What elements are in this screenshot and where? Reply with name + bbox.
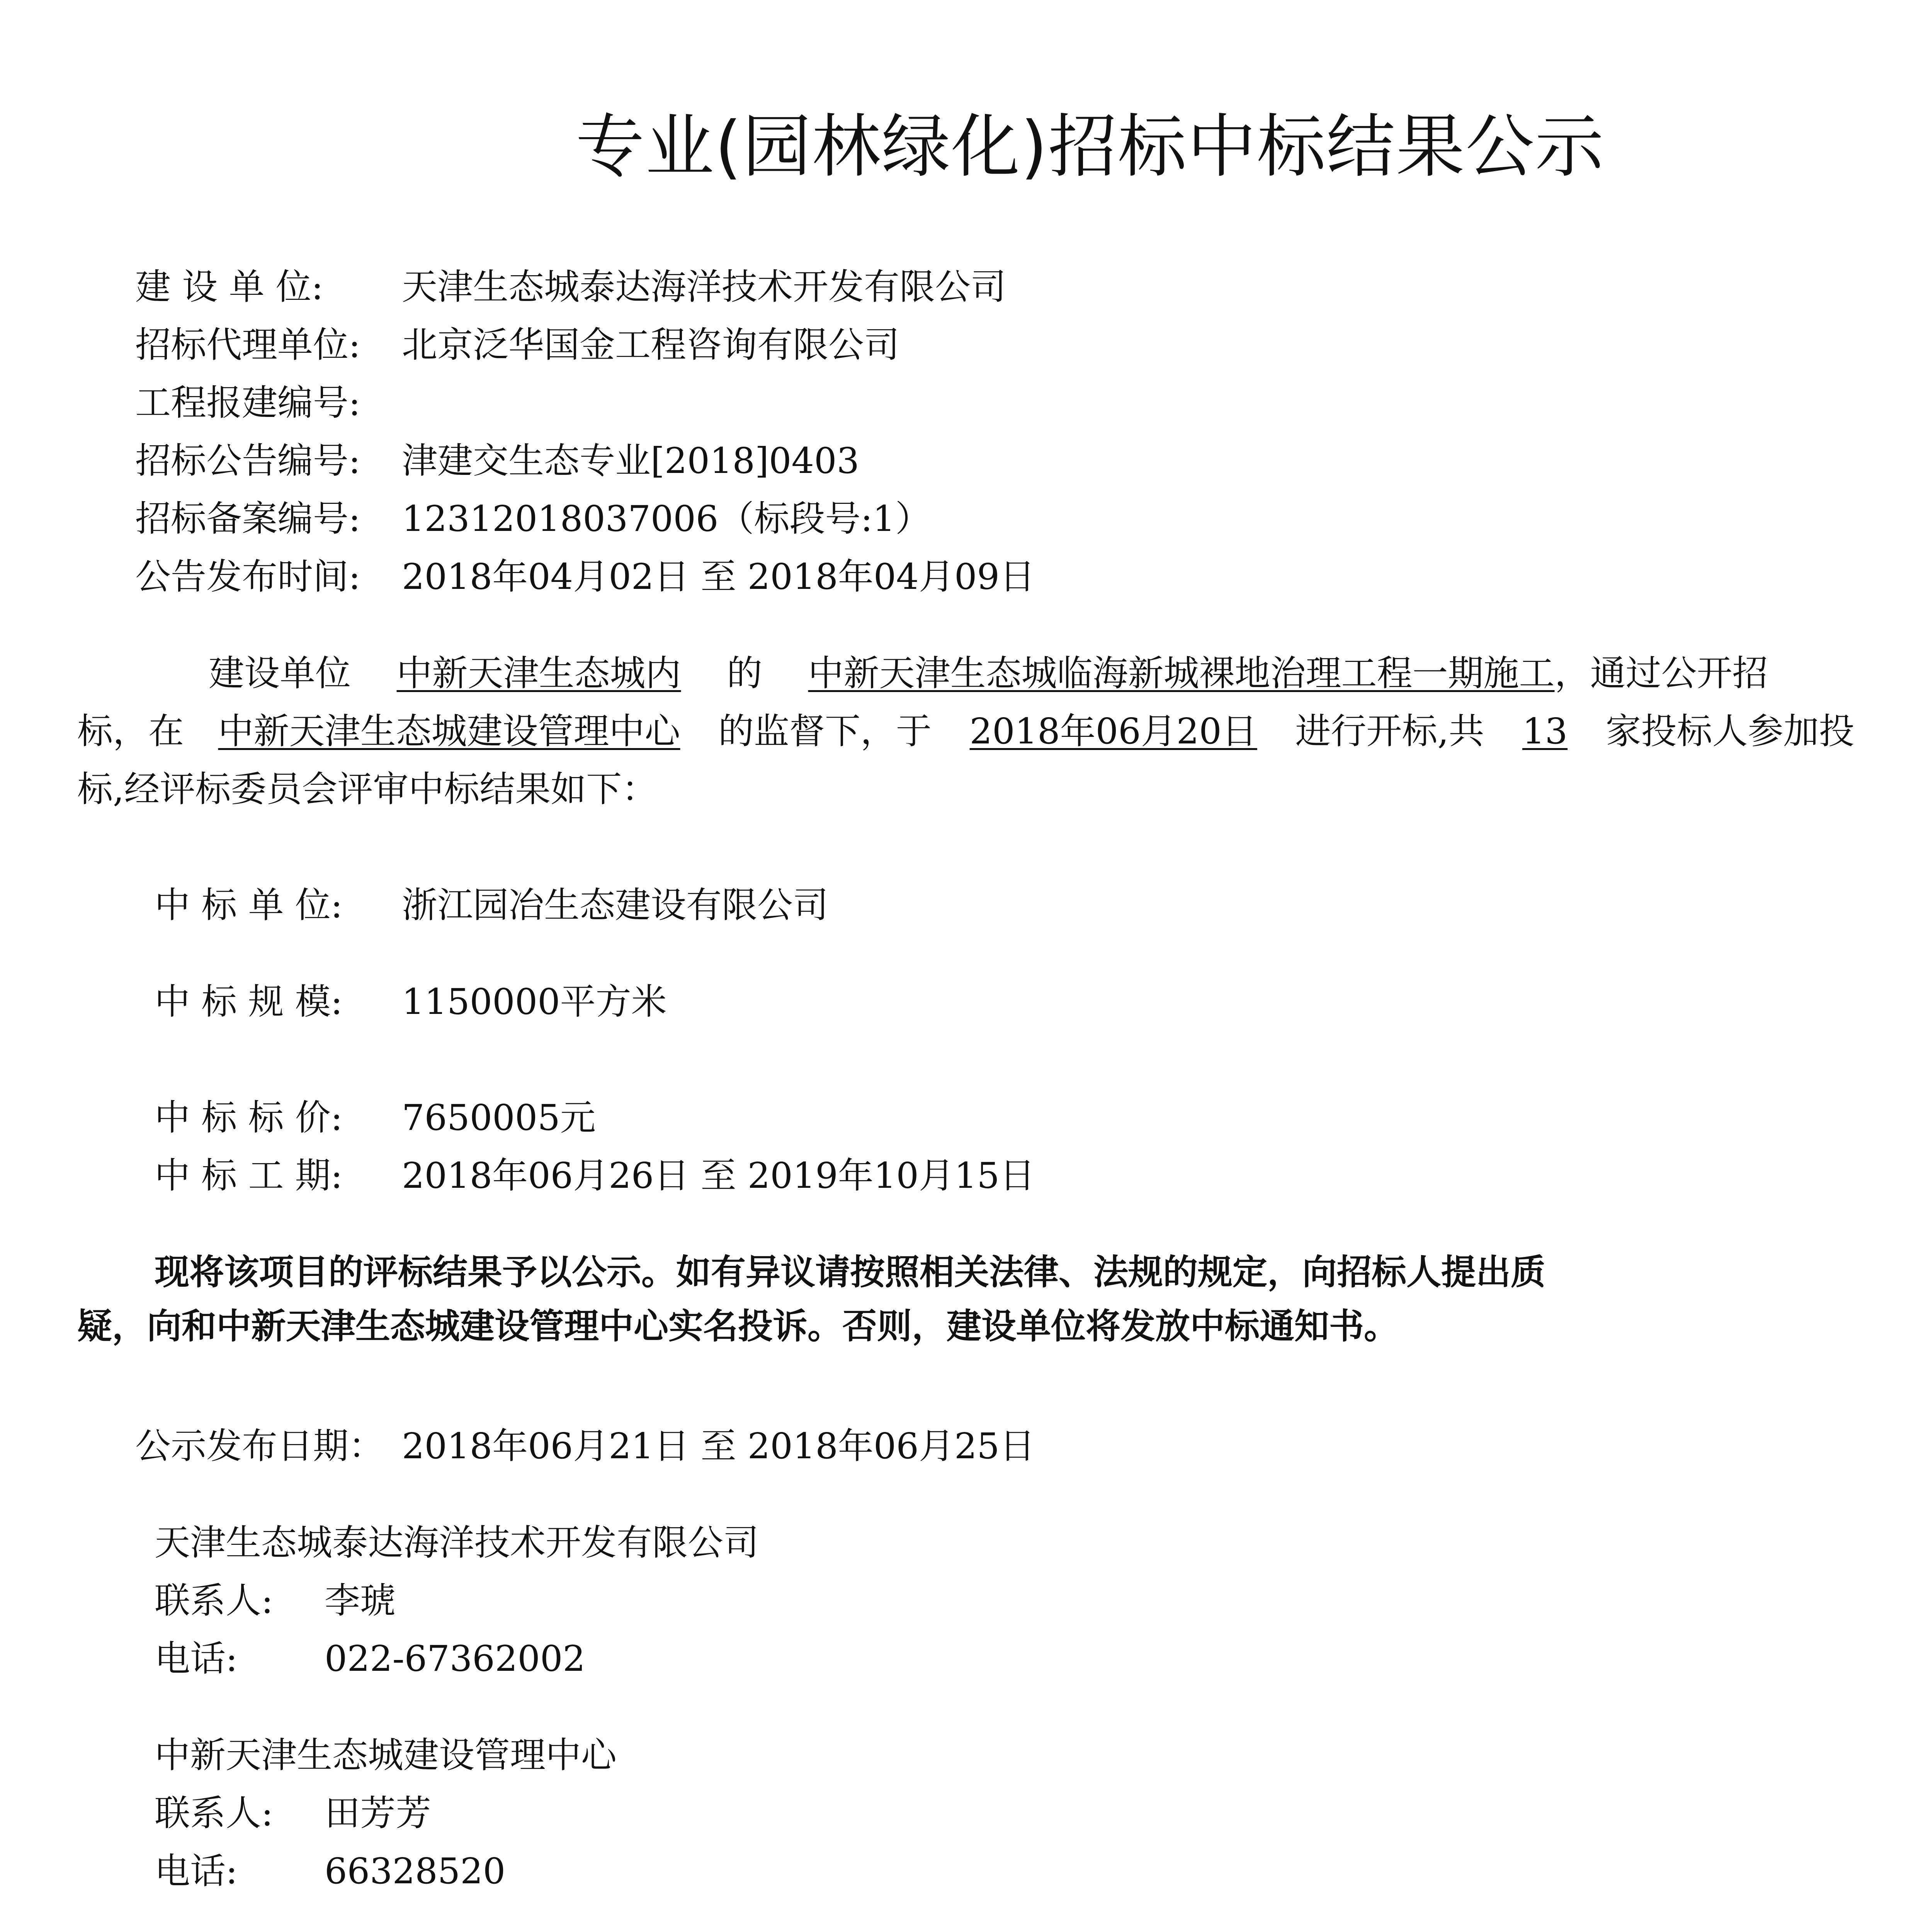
intro-text-7: 家投标人参加投 (1605, 711, 1855, 752)
contact-2-org: 中新天津生态城建设管理中心 (155, 1735, 617, 1776)
intro-bidder-count: 13 (1522, 711, 1568, 752)
builder-label: 建 设 单 位: (135, 266, 323, 308)
intro-open-date: 2018年06月20日 (969, 711, 1257, 752)
intro-text-4: 标，在 (77, 711, 184, 752)
publish-time-row (135, 554, 1035, 600)
contact-2-person-row (155, 1790, 431, 1837)
publicity-value: 2018年06月21日 至 2018年06月25日 (402, 1425, 1035, 1467)
project-no-label: 工程报建编号: (135, 382, 360, 423)
contact-2-phone-label: 电话: (155, 1850, 238, 1892)
publicity-label: 公示发布日期： (135, 1425, 384, 1467)
contact-1-person: 李琥 (325, 1580, 396, 1621)
agent-label: 招标代理单位: (135, 324, 360, 366)
scale-value: 1150000平方米 (402, 981, 667, 1022)
builder-value: 天津生态城泰达海洋技术开发有限公司 (402, 266, 1006, 308)
period-label: 中 标 工 期: (155, 1155, 343, 1196)
contact-2-person: 田芳芳 (325, 1793, 432, 1834)
contact-2-phone-row (155, 1848, 505, 1895)
publicity-row (135, 1423, 1035, 1469)
intro-line-1 (209, 650, 1768, 697)
document-title: 专业(园林绿化)招标中标结果公示 (576, 107, 1605, 187)
intro-text-1: 建设单位 (209, 653, 351, 694)
agent-row (135, 322, 899, 368)
publish-time-label: 公告发布时间: (135, 556, 360, 597)
intro-text-6: 进行开标,共 (1295, 711, 1484, 752)
contact-1-person-row (155, 1578, 396, 1624)
winner-value: 浙江园冶生态建设有限公司 (402, 884, 829, 926)
contact-1-org: 天津生态城泰达海洋技术开发有限公司 (155, 1522, 759, 1563)
winner-row (155, 882, 828, 929)
contact-1-phone: 022-67362002 (325, 1638, 585, 1679)
period-value: 2018年06月26日 至 2019年10月15日 (402, 1155, 1035, 1196)
contact-1-phone-label: 电话: (155, 1638, 238, 1679)
announce-no-label: 招标公告编号: (135, 440, 360, 481)
intro-text-8: 标,经评标委员会评审中标结果如下： (77, 769, 658, 810)
price-row (155, 1095, 596, 1141)
price-value: 7650005元 (402, 1097, 596, 1138)
intro-line-2 (77, 708, 1855, 755)
builder-row (135, 264, 1006, 310)
record-no-label: 招标备案编号: (135, 498, 360, 539)
intro-line-3 (77, 766, 657, 813)
intro-location: 中新天津生态城内 (396, 653, 681, 694)
scale-label: 中 标 规 模: (155, 981, 343, 1022)
intro-supervisor: 中新天津生态城建设管理中心 (218, 711, 680, 752)
notice-line-2: 疑，向和中新天津生态城建设管理中心实名投诉。否则，建设单位将发放中标通知书。 (77, 1306, 1399, 1347)
intro-text-3: ，通过公开招 (1554, 653, 1768, 694)
contact-2-phone: 66328520 (325, 1850, 506, 1892)
period-row (155, 1153, 1035, 1199)
notice-line-1: 现将该项目的评标结果予以公示。如有异议请按照相关法律、法规的规定，向招标人提出质 (155, 1252, 1545, 1293)
project-no-row (135, 380, 402, 426)
price-label: 中 标 标 价: (155, 1097, 343, 1138)
record-no-row (135, 496, 931, 542)
intro-text-2: 的 (727, 653, 763, 694)
intro-text-5: 的监督下，于 (718, 711, 932, 752)
announce-no-row (135, 438, 859, 484)
scale-row (155, 979, 667, 1025)
contact-2-person-label: 联系人: (155, 1793, 273, 1834)
agent-value: 北京泛华国金工程咨询有限公司 (402, 324, 900, 366)
intro-project-name: 中新天津生态城临海新城裸地治理工程一期施工 (808, 653, 1555, 694)
record-no-value: 12312018037006（标段号:1） (402, 498, 931, 539)
winner-label: 中 标 单 位: (155, 884, 343, 926)
announce-no-value: 津建交生态专业[2018]0403 (402, 440, 860, 481)
publish-time-value: 2018年04月02日 至 2018年04月09日 (402, 556, 1035, 597)
contact-1-phone-row (155, 1636, 585, 1682)
contact-1-person-label: 联系人: (155, 1580, 273, 1621)
